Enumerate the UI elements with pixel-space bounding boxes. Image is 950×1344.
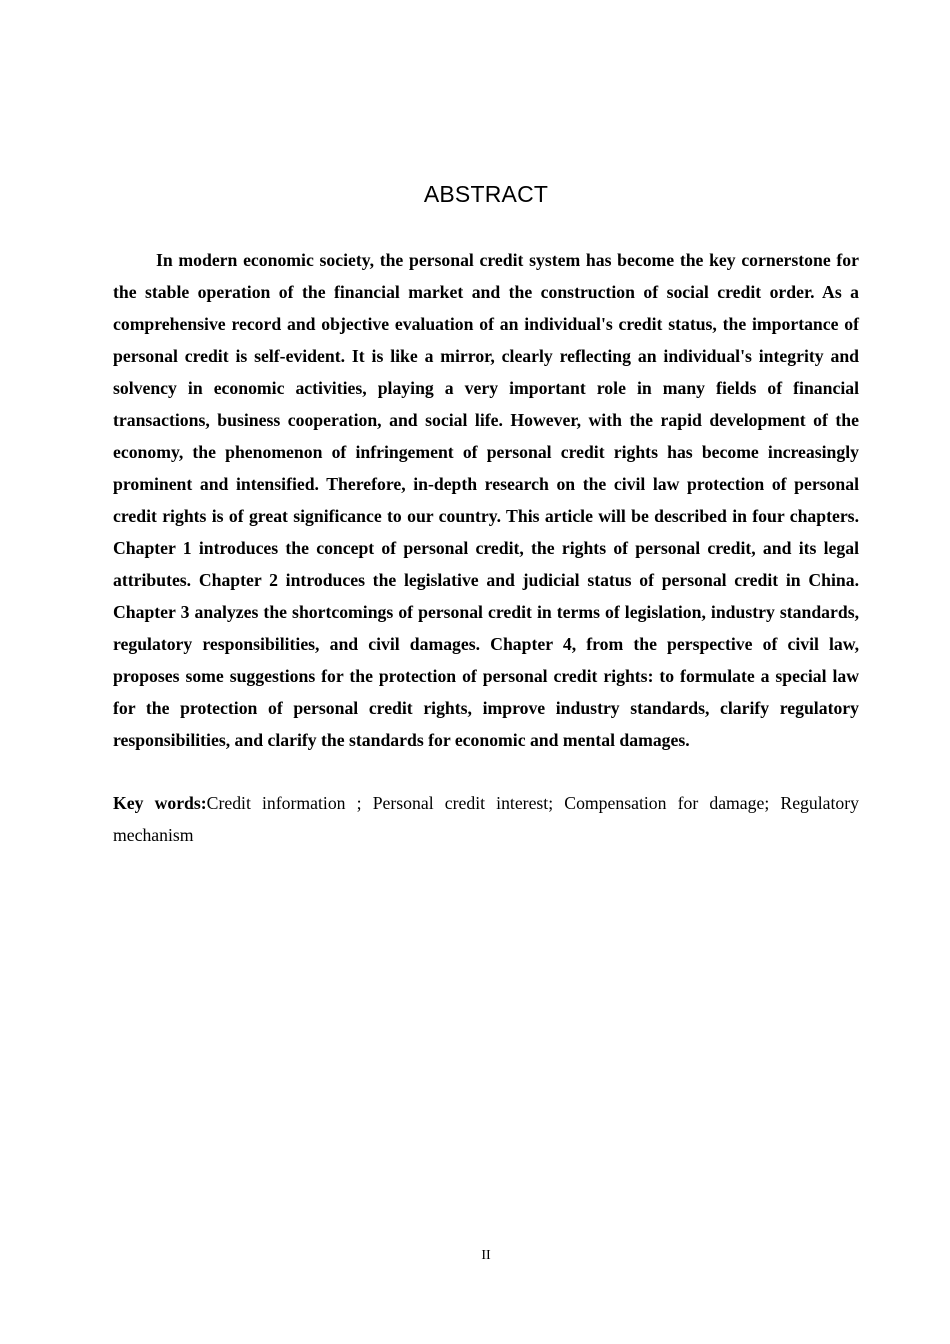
keywords-paragraph — [113, 787, 859, 851]
keywords-text: Credit information ; Personal credit interest; Compensation for damage; Regulatory mechanism — [113, 793, 859, 845]
abstract-body: In modern economic society, the personal credit system has become the key cornerstone for the stable operation of the financial market and the construction of social credit order. As a comprehensive record and objective evaluation of an individual's credit status, the importance of personal credit is self-evident. It is like a mirror, clearly reflecting an individual's integrity and solvency in economic activities, playing a very important role in many fields of financial transactions, business cooperation, and social life. However, with the rapid development of the economy, the phenomenon of infringement of personal credit rights has become increasingly prominent and intensified. Therefore, in-depth research on the civil law protection of personal credit rights is of great significance to our country. This article will be described in four chapters. Chapter 1 introduces the concept of personal credit, the rights of personal credit, and its legal attributes. Chapter 2 introduces the legislative and judicial status of personal credit in China. Chapter 3 analyzes the shortcomings of personal credit in terms of legislation, industry standards, regulatory responsibilities, and civil damages. Chapter 4, from the perspective of civil law, proposes some suggestions for the protection of personal credit rights: to formulate a special law for the protection of personal credit rights, improve industry standards, clarify regulatory responsibilities, and clarify the standards for economic and mental damages. — [113, 250, 859, 750]
keywords-label: Key words: — [113, 793, 207, 813]
abstract-title: ABSTRACT — [423, 181, 549, 207]
page-number: II — [481, 1248, 491, 1263]
